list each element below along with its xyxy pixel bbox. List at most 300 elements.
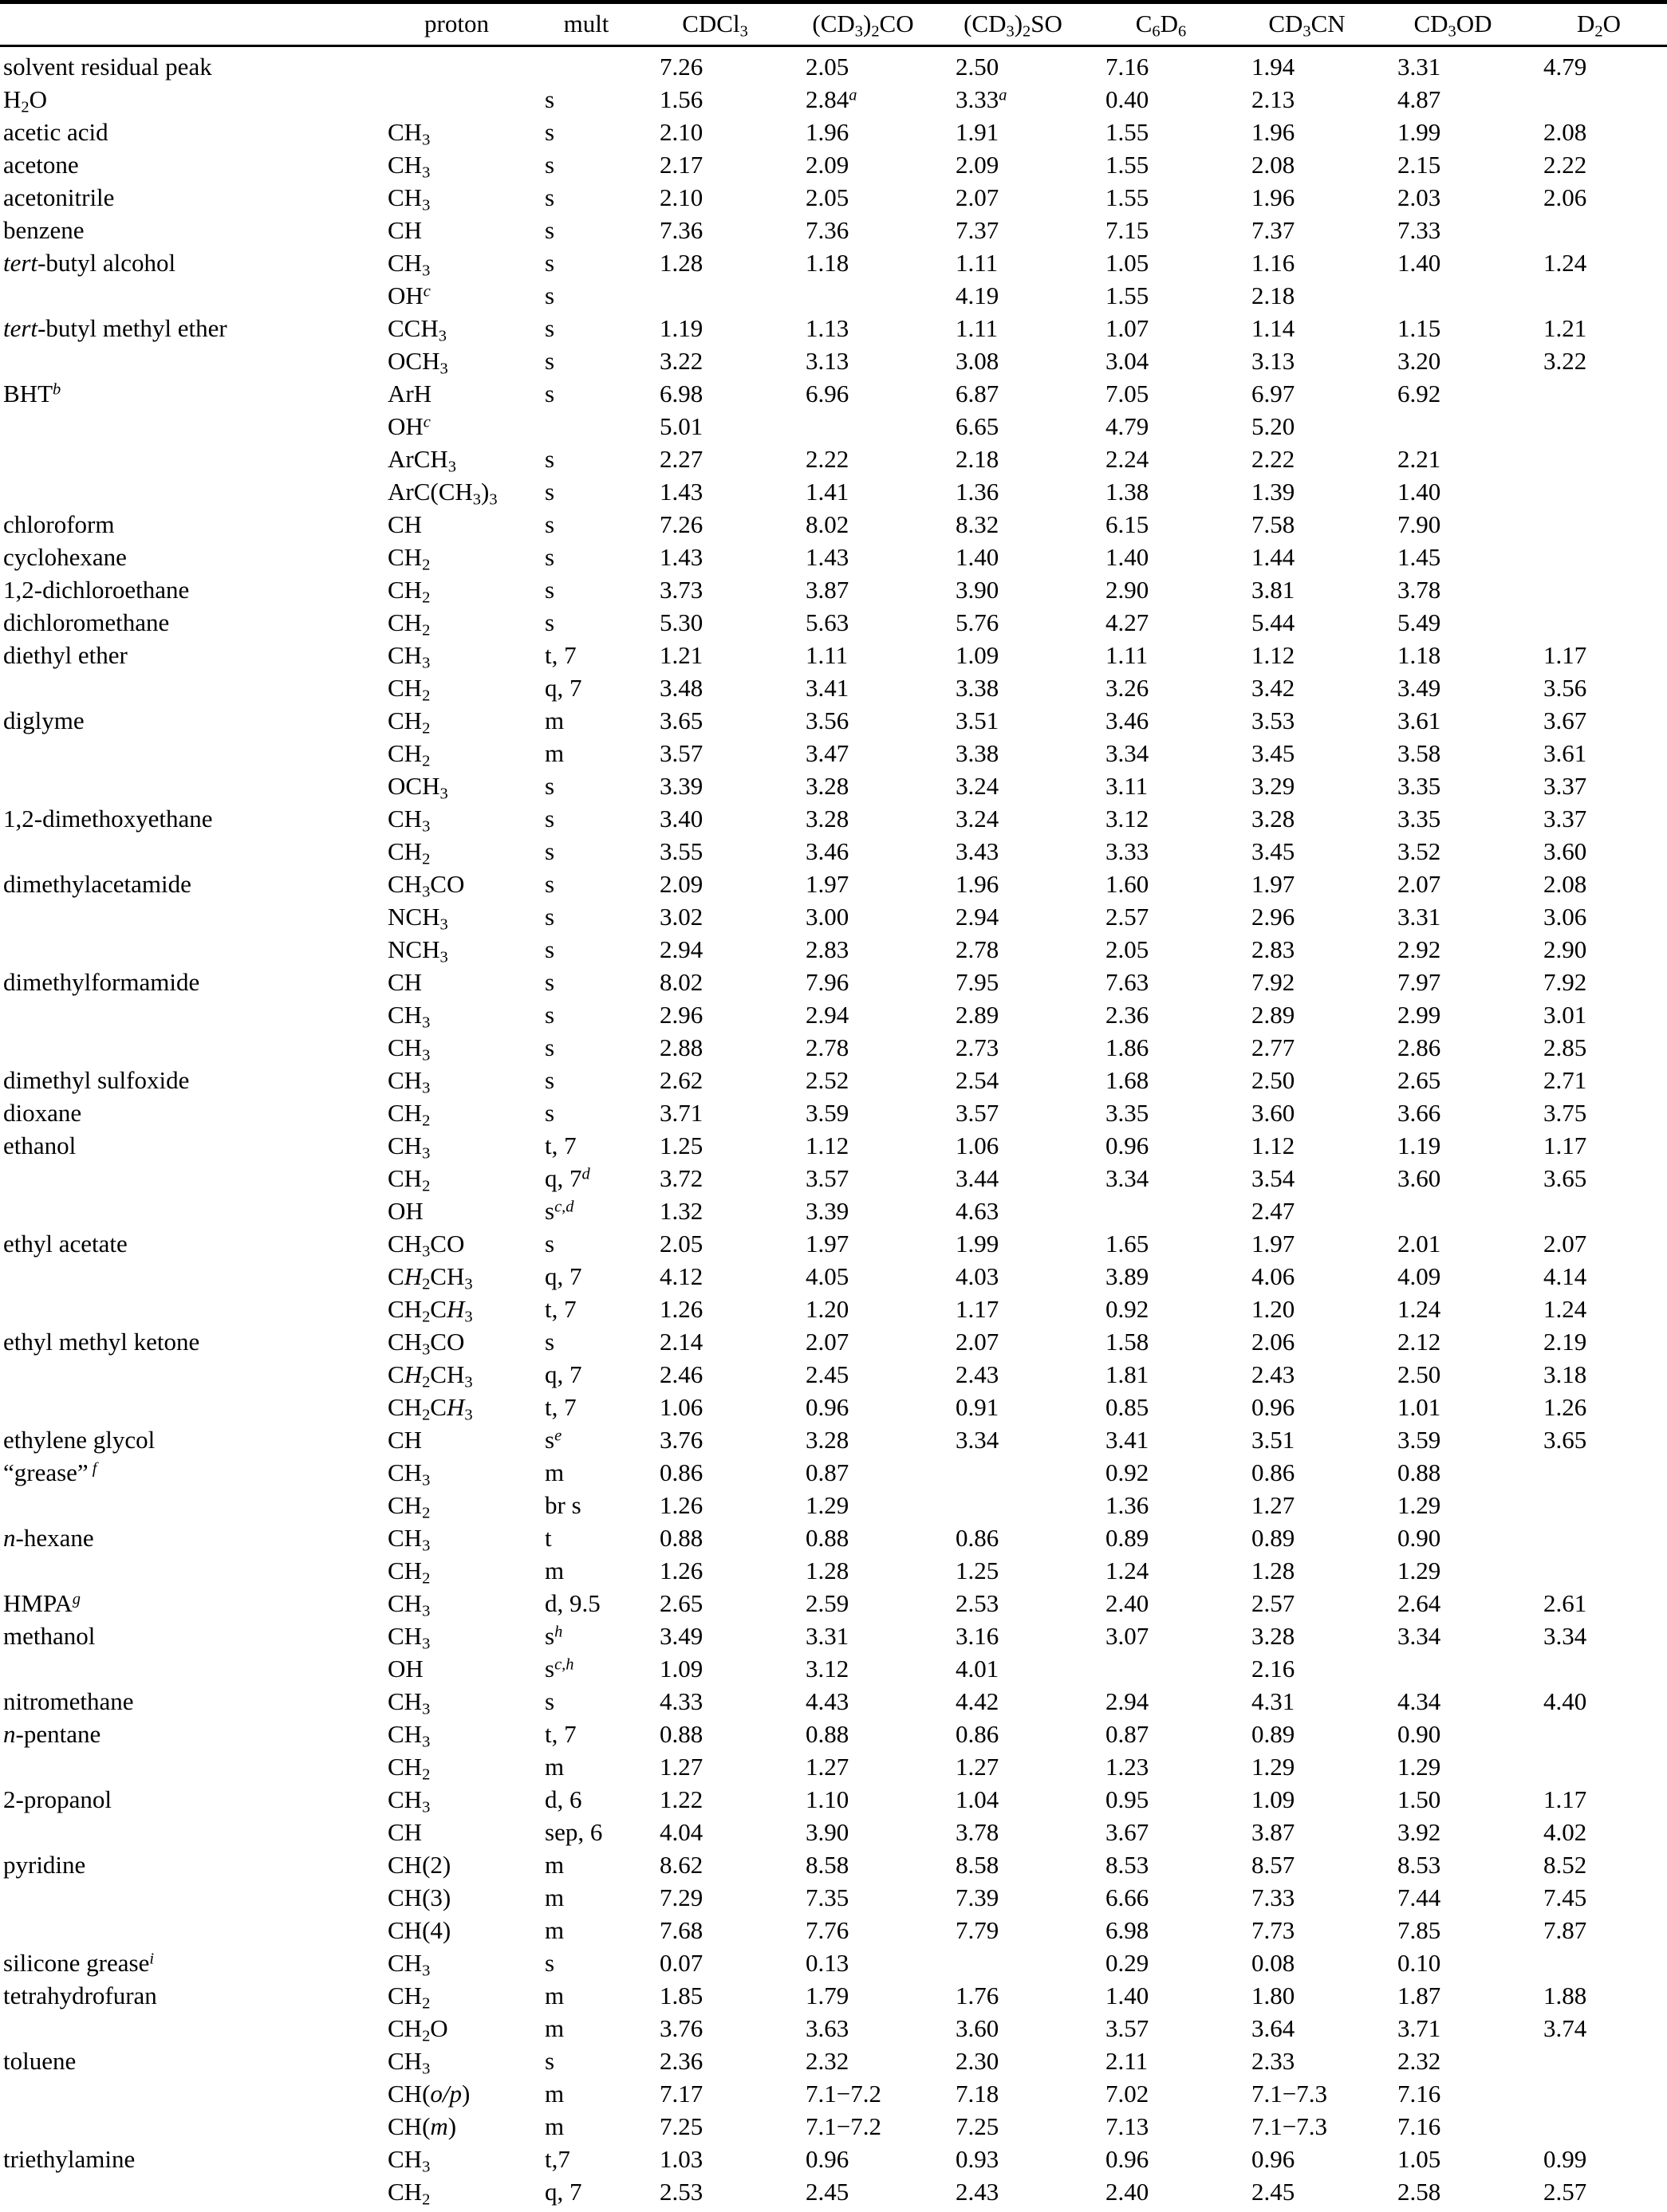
cell-compound (0, 447, 383, 479)
table-row (0, 218, 1667, 250)
cell-dmso-d6: 3.08 (938, 348, 1088, 381)
cell-dmso-d6: 1.25 (938, 1558, 1088, 1591)
cell-dmso-d6: 2.18 (938, 447, 1088, 479)
table-row (0, 250, 1667, 283)
cell-d2o: 3.67 (1526, 708, 1667, 741)
cell-acetone-d6: 2.84$^a$ (788, 87, 938, 120)
table-row (0, 316, 1667, 348)
cell-proton: ArCH$_3$ (383, 447, 530, 479)
cell-cdcl3: 3.02 (642, 904, 788, 937)
cell-cd3od: 1.29 (1380, 1754, 1526, 1787)
cell-cdcl3: 2.10 (642, 120, 788, 152)
cell-compound (0, 937, 383, 970)
cell-proton: $CH_3CO$ (383, 1231, 530, 1264)
cell-cd3cn: 1.12 (1234, 1133, 1380, 1166)
cell-cdcl3: 1.43 (642, 545, 788, 577)
table-row (0, 1983, 1667, 2016)
cell-mult: s (530, 250, 642, 283)
cell-cdcl3: 1.26 (642, 1493, 788, 1525)
cell-proton: $CH_3$ (383, 1068, 530, 1100)
cell-cd3cn: 3.81 (1234, 577, 1380, 610)
cell-cd3cn: 5.44 (1234, 610, 1380, 643)
table-row (0, 1754, 1667, 1787)
cell-cd3cn: 3.45 (1234, 741, 1380, 773)
cell-compound (0, 1558, 383, 1591)
cell-cdcl3: 5.30 (642, 610, 788, 643)
cell-dmso-d6: 4.19 (938, 283, 1088, 316)
cell-cdcl3: 2.46 (642, 1362, 788, 1395)
table-row (0, 937, 1667, 970)
cell-compound (0, 2081, 383, 2114)
cell-acetone-d6: 1.27 (788, 1754, 938, 1787)
cell-cdcl3: 2.65 (642, 1591, 788, 1624)
cell-acetone-d6: 3.31 (788, 1624, 938, 1656)
cell-d2o: 2.06 (1526, 185, 1667, 218)
cell-proton: CH(m) (383, 2114, 530, 2147)
cell-mult: t,7 (530, 2147, 642, 2179)
cell-proton: $ArC(CH_3)_3$ (383, 479, 530, 512)
cell-dmso-d6: 1.99 (938, 1231, 1088, 1264)
cell-c6d6: 0.96 (1088, 2147, 1234, 2179)
table-row (0, 806, 1667, 839)
cell-d2o: 2.61 (1526, 1591, 1667, 1624)
cell-proton: OH (383, 1198, 530, 1231)
cell-c6d6: 1.68 (1088, 1068, 1234, 1100)
cell-compound (0, 479, 383, 512)
cell-c6d6: 0.29 (1088, 1950, 1234, 1983)
cell-c6d6: 1.40 (1088, 545, 1234, 577)
table-row (0, 1722, 1667, 1754)
cell-mult: s$^h$ (530, 1624, 642, 1656)
cell-dmso-d6: 2.43 (938, 1362, 1088, 1395)
cell-cd3od: 1.24 (1380, 1297, 1526, 1329)
cell-cd3cn: 2.50 (1234, 1068, 1380, 1100)
cell-c6d6: 2.36 (1088, 1002, 1234, 1035)
cell-acetone-d6: 1.41 (788, 479, 938, 512)
cell-dmso-d6: 2.50 (938, 46, 1088, 88)
cell-d2o: 3.37 (1526, 806, 1667, 839)
cell-proton: $CH_3CO$ (383, 872, 530, 904)
cell-cd3od: 2.65 (1380, 1068, 1526, 1100)
cell-d2o (1526, 610, 1667, 643)
cell-c6d6: 2.90 (1088, 577, 1234, 610)
cell-compound: methanol (0, 1624, 383, 1656)
cell-d2o: 3.34 (1526, 1624, 1667, 1656)
cell-cd3od: 7.16 (1380, 2081, 1526, 2114)
cell-cd3od: 7.97 (1380, 970, 1526, 1002)
cell-c6d6: 1.40 (1088, 1983, 1234, 2016)
cell-cd3cn: 1.09 (1234, 1787, 1380, 1820)
cell-c6d6: 7.13 (1088, 2114, 1234, 2147)
cell-proton: $CH_2$ (383, 1166, 530, 1198)
cell-dmso-d6: 7.37 (938, 218, 1088, 250)
cell-cd3od: 7.33 (1380, 218, 1526, 250)
cell-cd3cn: 3.29 (1234, 773, 1380, 806)
cell-mult: m (530, 2081, 642, 2114)
cell-d2o (1526, 1525, 1667, 1558)
cell-dmso-d6: 1.11 (938, 250, 1088, 283)
cell-dmso-d6: 3.43 (938, 839, 1088, 872)
cell-dmso-d6: 1.06 (938, 1133, 1088, 1166)
cell-cd3od: 3.35 (1380, 773, 1526, 806)
cell-compound (0, 1002, 383, 1035)
cell-acetone-d6: 1.11 (788, 643, 938, 675)
cell-dmso-d6: 0.86 (938, 1525, 1088, 1558)
table-row (0, 675, 1667, 708)
cell-compound: ethanol (0, 1133, 383, 1166)
cell-mult: s (530, 1950, 642, 1983)
cell-mult: s (530, 512, 642, 545)
cell-proton: $CH_2$ (383, 2179, 530, 2212)
cell-compound (0, 1820, 383, 1852)
cell-cd3cn: 2.77 (1234, 1035, 1380, 1068)
cell-cd3od: 0.88 (1380, 1460, 1526, 1493)
cell-compound: cyclohexane (0, 545, 383, 577)
cell-c6d6: 6.15 (1088, 512, 1234, 545)
cell-dmso-d6: 7.79 (938, 1918, 1088, 1950)
cell-c6d6: 1.60 (1088, 872, 1234, 904)
cell-c6d6: 7.02 (1088, 2081, 1234, 2114)
cell-c6d6: 6.98 (1088, 1918, 1234, 1950)
cell-cd3od: 0.90 (1380, 1525, 1526, 1558)
cell-d2o (1526, 2114, 1667, 2147)
cell-mult: s (530, 610, 642, 643)
cell-mult: s (530, 970, 642, 1002)
cell-cdcl3: 1.26 (642, 1297, 788, 1329)
cell-acetone-d6: 3.47 (788, 741, 938, 773)
cell-cdcl3: 7.25 (642, 2114, 788, 2147)
cell-cd3cn: 3.60 (1234, 1100, 1380, 1133)
cell-c6d6: 2.40 (1088, 2179, 1234, 2212)
cell-compound (0, 1035, 383, 1068)
cell-cd3cn: 1.16 (1234, 250, 1380, 283)
cell-cdcl3: 1.25 (642, 1133, 788, 1166)
cell-acetone-d6: 0.96 (788, 2147, 938, 2179)
cell-cd3cn: 1.12 (1234, 643, 1380, 675)
cell-mult: s (530, 937, 642, 970)
cell-cd3od: 1.50 (1380, 1787, 1526, 1820)
cell-proton: $CH_3$ (383, 1035, 530, 1068)
cell-mult: s (530, 839, 642, 872)
cell-acetone-d6: 0.87 (788, 1460, 938, 1493)
cell-cdcl3: 0.07 (642, 1950, 788, 1983)
cell-compound: pyridine (0, 1852, 383, 1885)
cell-acetone-d6 (788, 283, 938, 316)
cell-c6d6: 3.04 (1088, 348, 1234, 381)
cell-c6d6: 1.55 (1088, 120, 1234, 152)
cell-cd3od: 3.34 (1380, 1624, 1526, 1656)
cell-d2o: 1.88 (1526, 1983, 1667, 2016)
cell-cd3cn: 3.13 (1234, 348, 1380, 381)
cell-proton: $CH_3$ (383, 1950, 530, 1983)
cell-cd3cn: 7.73 (1234, 1918, 1380, 1950)
cell-cd3od: 1.15 (1380, 316, 1526, 348)
cell-acetone-d6: 7.36 (788, 218, 938, 250)
cell-cdcl3: 1.26 (642, 1558, 788, 1591)
cell-cd3cn: 2.47 (1234, 1198, 1380, 1231)
cell-cd3cn: 1.28 (1234, 1558, 1380, 1591)
cell-c6d6: 0.95 (1088, 1787, 1234, 1820)
cell-dmso-d6: 3.16 (938, 1624, 1088, 1656)
cell-compound: silicone grease$^i$ (0, 1950, 383, 1983)
cell-cd3cn: 3.51 (1234, 1427, 1380, 1460)
cell-acetone-d6: 3.41 (788, 675, 938, 708)
cell-d2o: 3.18 (1526, 1362, 1667, 1395)
cell-cd3cn: 1.29 (1234, 1754, 1380, 1787)
cell-proton: $CH_3$ (383, 1591, 530, 1624)
cell-mult: s$^{c,d}$ (530, 1198, 642, 1231)
cell-proton: OH (383, 1656, 530, 1689)
cell-acetone-d6: 2.07 (788, 1329, 938, 1362)
cell-c6d6: 2.05 (1088, 937, 1234, 970)
cell-cdcl3: 1.27 (642, 1754, 788, 1787)
cell-proton: $CH_2CH_3$ (383, 1297, 530, 1329)
cell-cdcl3 (642, 283, 788, 316)
cell-cdcl3: 2.05 (642, 1231, 788, 1264)
table-row (0, 381, 1667, 414)
cell-c6d6: 1.86 (1088, 1035, 1234, 1068)
table-row (0, 479, 1667, 512)
table-row (0, 1264, 1667, 1297)
table-row (0, 1362, 1667, 1395)
cell-cdcl3: 0.88 (642, 1525, 788, 1558)
cell-mult: q, 7 (530, 2179, 642, 2212)
cell-cd3od: 7.85 (1380, 1918, 1526, 1950)
cell-mult: s (530, 120, 642, 152)
cell-cd3cn: 2.06 (1234, 1329, 1380, 1362)
cell-cdcl3: 3.71 (642, 1100, 788, 1133)
cell-mult: s (530, 479, 642, 512)
cell-mult (530, 46, 642, 88)
table-row (0, 1885, 1667, 1918)
cell-d2o (1526, 2049, 1667, 2081)
cell-cd3cn: 1.96 (1234, 120, 1380, 152)
cell-acetone-d6: 3.63 (788, 2016, 938, 2049)
cell-cdcl3: 1.03 (642, 2147, 788, 2179)
cell-acetone-d6: 3.57 (788, 1166, 938, 1198)
cell-c6d6: 3.34 (1088, 741, 1234, 773)
cell-mult: s$^e$ (530, 1427, 642, 1460)
cell-d2o: 3.01 (1526, 1002, 1667, 1035)
cell-dmso-d6: 1.96 (938, 872, 1088, 904)
cell-acetone-d6: 2.59 (788, 1591, 938, 1624)
cell-cd3cn: 4.31 (1234, 1689, 1380, 1722)
cell-dmso-d6: 0.93 (938, 2147, 1088, 2179)
cell-acetone-d6: 1.12 (788, 1133, 938, 1166)
cell-cd3od: 2.21 (1380, 447, 1526, 479)
cell-d2o: 7.92 (1526, 970, 1667, 1002)
cell-compound: nitromethane (0, 1689, 383, 1722)
cell-acetone-d6: 3.56 (788, 708, 938, 741)
cell-acetone-d6: 2.78 (788, 1035, 938, 1068)
cell-cdcl3: 1.09 (642, 1656, 788, 1689)
cell-compound: toluene (0, 2049, 383, 2081)
cell-proton: $NCH_3$ (383, 904, 530, 937)
cell-mult: s (530, 545, 642, 577)
cell-d2o: 2.71 (1526, 1068, 1667, 1100)
cell-dmso-d6: 3.33$^a$ (938, 87, 1088, 120)
cell-compound: tetrahydrofuran (0, 1983, 383, 2016)
cell-compound: 1,2-dimethoxyethane (0, 806, 383, 839)
cell-compound (0, 1656, 383, 1689)
table-row (0, 1624, 1667, 1656)
cell-cdcl3: 2.09 (642, 872, 788, 904)
cell-compound: acetic acid (0, 120, 383, 152)
cell-cdcl3: 2.10 (642, 185, 788, 218)
cell-compound (0, 1493, 383, 1525)
cell-proton: $CH_2$ (383, 1754, 530, 1787)
cell-c6d6: 2.57 (1088, 904, 1234, 937)
cell-acetone-d6: 1.13 (788, 316, 938, 348)
cell-acetone-d6: 7.76 (788, 1918, 938, 1950)
cell-c6d6: 1.58 (1088, 1329, 1234, 1362)
cell-d2o: 2.57 (1526, 2179, 1667, 2212)
cell-cd3od: 7.90 (1380, 512, 1526, 545)
cell-c6d6: 1.23 (1088, 1754, 1234, 1787)
column-header-cd3od: $CD_3OD$ (1380, 2, 1526, 46)
cell-cd3cn: 0.96 (1234, 2147, 1380, 2179)
cell-cd3cn: 3.28 (1234, 1624, 1380, 1656)
cell-mult: q, 7 (530, 1264, 642, 1297)
cell-dmso-d6: 2.53 (938, 1591, 1088, 1624)
cell-dmso-d6: 2.94 (938, 904, 1088, 937)
cell-c6d6: 1.55 (1088, 152, 1234, 185)
table-row (0, 185, 1667, 218)
cell-compound (0, 741, 383, 773)
table-row (0, 643, 1667, 675)
cell-cd3od: 2.99 (1380, 1002, 1526, 1035)
table-row (0, 1395, 1667, 1427)
cell-d2o (1526, 545, 1667, 577)
cell-cdcl3: 7.36 (642, 218, 788, 250)
cell-dmso-d6: 0.86 (938, 1722, 1088, 1754)
cell-cd3cn: 0.89 (1234, 1722, 1380, 1754)
cell-proton: $OCH_3$ (383, 348, 530, 381)
cell-cd3od: 4.34 (1380, 1689, 1526, 1722)
cell-dmso-d6: 4.01 (938, 1656, 1088, 1689)
table-row (0, 2147, 1667, 2179)
cell-cd3cn: 1.27 (1234, 1493, 1380, 1525)
cell-mult: q, 7 (530, 1362, 642, 1395)
cell-mult: q, 7 (530, 675, 642, 708)
cell-proton: $CH_2$ (383, 839, 530, 872)
cell-dmso-d6: 7.18 (938, 2081, 1088, 2114)
cell-cdcl3: 1.28 (642, 250, 788, 283)
column-header-proton: proton (383, 2, 530, 46)
cell-d2o: 1.17 (1526, 1787, 1667, 1820)
cell-proton: $CH_3$ (383, 806, 530, 839)
table-row (0, 1820, 1667, 1852)
cell-mult: s (530, 218, 642, 250)
cell-cd3od: 3.35 (1380, 806, 1526, 839)
cell-mult: m (530, 1983, 642, 2016)
cell-compound: 1,2-dichloroethane (0, 577, 383, 610)
cell-mult: s (530, 283, 642, 316)
cell-cdcl3: 8.02 (642, 970, 788, 1002)
cell-c6d6: 0.87 (1088, 1722, 1234, 1754)
cell-acetone-d6: 4.05 (788, 1264, 938, 1297)
cell-d2o: 2.22 (1526, 152, 1667, 185)
cell-d2o: 3.06 (1526, 904, 1667, 937)
table-row (0, 1558, 1667, 1591)
cell-cd3cn: 1.96 (1234, 185, 1380, 218)
cell-compound (0, 2016, 383, 2049)
cell-compound: solvent residual peak (0, 46, 383, 88)
cell-d2o: 1.17 (1526, 1133, 1667, 1166)
cell-cd3od: 1.18 (1380, 643, 1526, 675)
cell-c6d6: 0.92 (1088, 1297, 1234, 1329)
cell-acetone-d6: 3.39 (788, 1198, 938, 1231)
cell-proton: $CH_3$ (383, 250, 530, 283)
cell-cdcl3: 3.22 (642, 348, 788, 381)
table-row (0, 1297, 1667, 1329)
cell-mult: sep, 6 (530, 1820, 642, 1852)
cell-dmso-d6: 3.60 (938, 2016, 1088, 2049)
table-row (0, 610, 1667, 643)
cell-acetone-d6: 0.88 (788, 1525, 938, 1558)
cell-proton: $CH_3$ (383, 1624, 530, 1656)
cell-cd3od: 2.07 (1380, 872, 1526, 904)
cell-acetone-d6: 0.96 (788, 1395, 938, 1427)
cell-proton: $CH_3$ (383, 1689, 530, 1722)
cell-dmso-d6: 1.91 (938, 120, 1088, 152)
cell-d2o: 2.08 (1526, 872, 1667, 904)
cell-c6d6: 1.65 (1088, 1231, 1234, 1264)
cell-cd3cn: 1.94 (1234, 46, 1380, 88)
table-row (0, 1198, 1667, 1231)
cell-cd3cn: 7.37 (1234, 218, 1380, 250)
header-row (0, 2, 1667, 46)
cell-mult: s (530, 904, 642, 937)
cell-cd3cn: 1.39 (1234, 479, 1380, 512)
cell-d2o: 2.19 (1526, 1329, 1667, 1362)
cell-proton: $CH_3$ (383, 643, 530, 675)
cell-cdcl3: 2.36 (642, 2049, 788, 2081)
cell-cd3cn: 3.64 (1234, 2016, 1380, 2049)
cell-cd3od: 1.29 (1380, 1493, 1526, 1525)
table-row (0, 414, 1667, 447)
cell-cd3cn: 7.1−7.3 (1234, 2114, 1380, 2147)
cell-proton: CH(4) (383, 1918, 530, 1950)
cell-d2o (1526, 1950, 1667, 1983)
cell-cdcl3: 1.32 (642, 1198, 788, 1231)
cell-cd3cn: 2.83 (1234, 937, 1380, 970)
table-row (0, 1656, 1667, 1689)
cell-d2o (1526, 1558, 1667, 1591)
cell-cdcl3: 1.85 (642, 1983, 788, 2016)
cell-cd3od: 1.45 (1380, 545, 1526, 577)
cell-c6d6: 3.41 (1088, 1427, 1234, 1460)
cell-acetone-d6: 2.09 (788, 152, 938, 185)
cell-cdcl3: 3.39 (642, 773, 788, 806)
cell-cdcl3: 3.55 (642, 839, 788, 872)
cell-mult (530, 414, 642, 447)
column-header-acetone-d6: $(CD_3)_2CO$ (788, 2, 938, 46)
cell-cd3od: 2.12 (1380, 1329, 1526, 1362)
cell-acetone-d6: 8.58 (788, 1852, 938, 1885)
cell-compound (0, 1395, 383, 1427)
cell-cd3od: 3.61 (1380, 708, 1526, 741)
cell-cd3od: 1.40 (1380, 479, 1526, 512)
table-row (0, 1133, 1667, 1166)
cell-cdcl3: 2.94 (642, 937, 788, 970)
cell-mult: m (530, 1460, 642, 1493)
cell-proton (383, 46, 530, 88)
cell-cd3cn: 2.96 (1234, 904, 1380, 937)
cell-cdcl3: 7.68 (642, 1918, 788, 1950)
cell-d2o (1526, 1198, 1667, 1231)
table-row (0, 545, 1667, 577)
